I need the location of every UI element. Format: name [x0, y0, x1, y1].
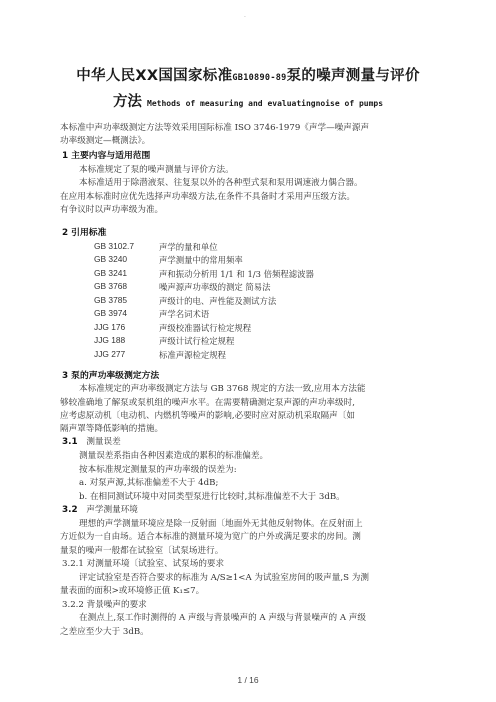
title-zh-part3: 方法: [112, 94, 142, 110]
section-3-heading: 3 泵的声功率级测定方法: [62, 371, 160, 381]
ref-name: 声学测量中的常用频率: [159, 255, 243, 265]
ref-name: 声学名词术语: [159, 309, 210, 319]
ref-name: 声级校准器试行检定规程: [159, 323, 252, 333]
section-3-2-2-line: 之差应至少大于 3dB。: [60, 627, 149, 637]
ref-code: GB 3240: [94, 254, 128, 264]
document-title-line1: [0, 64, 496, 85]
section-3-1-line: 按本标准规定测量泵的声功率级的误差为:: [79, 465, 237, 475]
section-3-1-line: a. 对泵声源,其标准偏差不大于 4dB;: [79, 478, 219, 488]
ref-code: GB 3974: [94, 308, 128, 318]
ref-code: JJG 188: [94, 335, 126, 345]
title-zh-part1: 中华人民XX国国家标准: [76, 68, 233, 84]
section-3-line: 隔声罩等降低影响的措施。: [60, 424, 164, 434]
section-3-2-1-line: 评定试验室是否符合要求的标准为 A/S≥1<A 为试验室房间的吸声量,S 为测: [79, 573, 369, 583]
ref-code: JJG 176: [94, 322, 126, 332]
section-3-2-line: 量泵的噪声一般都在试验室〔试泵场进行。: [60, 546, 224, 556]
section-3-1-number: 3.1: [62, 437, 78, 447]
section-3-line: 应考虑原动机〔电动机、内燃机等噪声的影响,必要时应对原动机采取隔声〔如: [60, 411, 355, 421]
ref-code: GB 3102.7: [94, 241, 135, 251]
section-3-2-title: 声学测量环境: [86, 505, 138, 515]
section-3-2-number: 3.2: [62, 505, 78, 515]
section-3-2-2-heading: 3.2.2 背景噪声的要求: [62, 600, 147, 610]
ref-code: GB 3785: [94, 295, 128, 305]
section-1-line: 本标准规定了泵的噪声测量与评价方法。: [79, 165, 234, 175]
ref-code: GB 3768: [94, 281, 128, 291]
title-zh-part2: 泵的噪声测量与评价: [286, 68, 420, 84]
section-3-1-heading: [62, 437, 121, 448]
section-3-1-title: 测量误差: [86, 437, 121, 447]
section-3-2-1-heading: 3.2.1 对测量环境〔试验室、试泵场的要求: [62, 559, 225, 569]
ref-name: 声学的量和单位: [159, 242, 218, 252]
section-3-line: 够较准确地了解泵或泵机组的噪声水平。在需要精确测定泵声源的声功率级时,: [60, 398, 355, 408]
ref-name: 声级计试行检定规程: [159, 336, 235, 346]
page-number: 1 / 16: [237, 675, 259, 685]
ref-name: 声和振动分析用 1/1 和 1/3 倍频程滤波器: [159, 269, 314, 279]
title-english: Methods of measuring and evaluatingnoise of pumps: [147, 99, 384, 108]
section-1-line: 有争议时以声功率级为准。: [60, 205, 164, 215]
section-3-1-line: b. 在相同测试环境中对同类型泵进行比较时,其标准偏差不大于 3dB。: [79, 492, 345, 502]
ref-code: GB 3241: [94, 268, 128, 278]
section-3-2-2-line: 在测点上,泵工作时测得的 A 声级与背景噪声的 A 声级与背景噪声的 A 声级: [79, 613, 366, 623]
section-2-heading: 2 引用标准: [62, 228, 107, 238]
section-1-line: 在应用本标准时应优先选择声功率级方法,在条件不具备时才采用声压级方法。: [60, 192, 355, 202]
section-3-2-line: 理想的声学测量环境应是除一反射面〔地面外无其他反射物体。在反射面上: [79, 519, 363, 529]
intro-line: 本标准中声功率级测定方法等效采用国际标准 ISO 3746-1979《声学—噪声源声: [60, 123, 370, 133]
ref-name: 噪声源声功率级的测定 简易法: [159, 282, 271, 292]
page-top-mark: ·: [244, 14, 246, 21]
section-1-heading: 1 主要内容与适用范围: [62, 151, 151, 161]
ref-name: 声级计的电、声性能及测试方法: [159, 296, 277, 306]
section-3-2-heading: [62, 505, 138, 516]
section-1-line: 本标准适用于除潜液泵、往复泵以外的各种型式泵和泵用调速液力偶合器。: [79, 178, 363, 188]
section-3-2-1-line: 量表面的面积>或环境修正值 K₁≤7。: [60, 586, 205, 596]
ref-code: JJG 277: [94, 349, 126, 359]
intro-line: 功率级测定—概测法》。: [60, 136, 151, 146]
section-3-line: 本标准规定的声功率级测定方法与 GB 3768 规定的方法一致,应用本方法能: [79, 384, 366, 394]
document-title-line2: [0, 90, 496, 111]
title-standard-code: GB10890-89: [232, 73, 287, 83]
section-3-1-line: 测量误差系指由各种因素造成的累积的标准偏差。: [79, 451, 269, 461]
ref-name: 标准声源检定规程: [159, 350, 226, 360]
section-3-2-line: 方近似为一自由场。适合本标准的测量环境为宽广的户外或满足要求的房间。测: [60, 532, 361, 542]
